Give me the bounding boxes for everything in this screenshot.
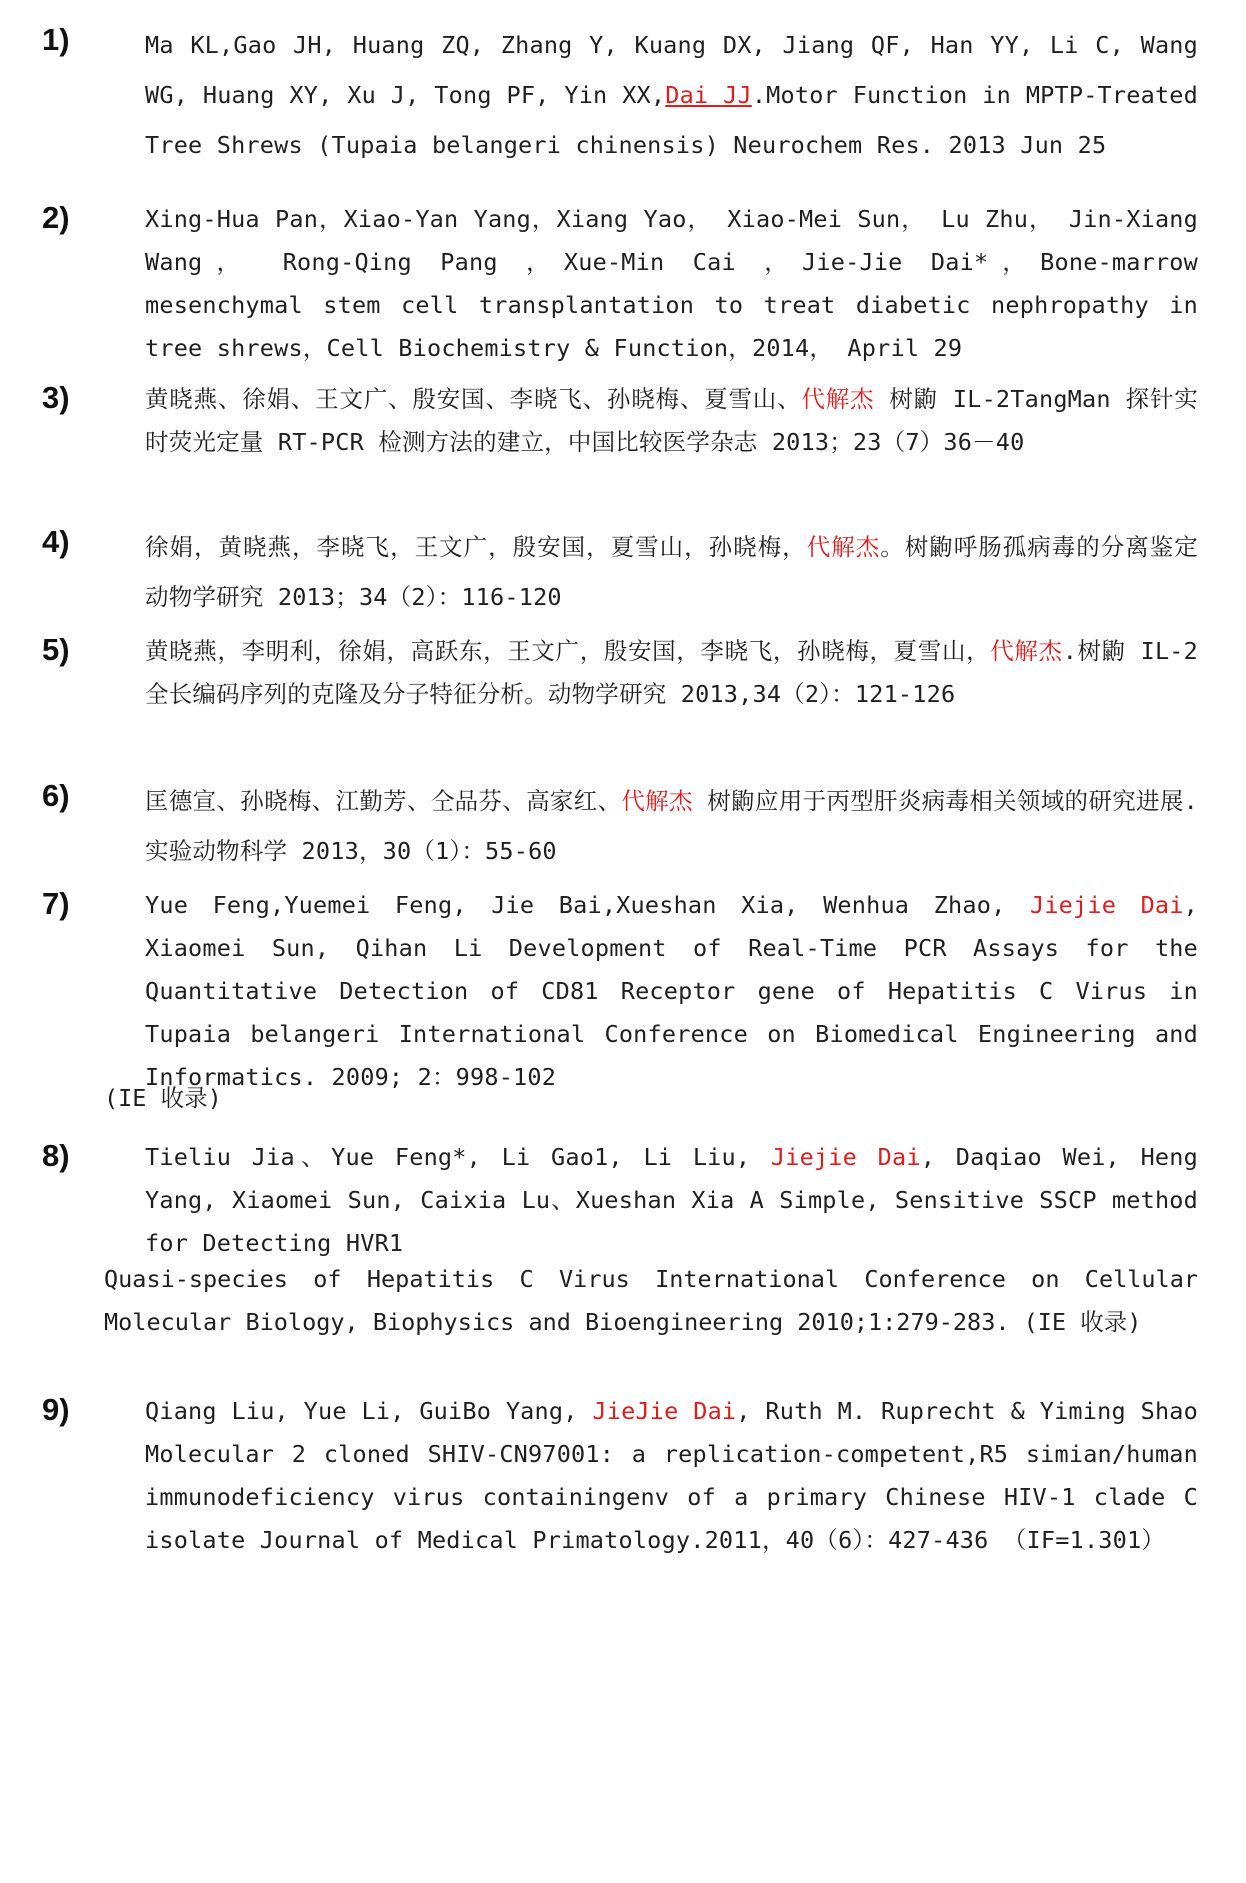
entry-text (145, 1136, 1198, 1265)
entry-authors: Xing-Hua Pan，Xiao-Yan Yang，Xiang Yao， Xiao-Mei Sun， Lu Zhu， Jin-Xiang Wang， Rong-Qing Pang ，Xue-Min Cai ，Jie-Jie Dai*，Bone-marrow mesenchymal stem cell transplantation to treat diabetic nephropathy in tree shrews，Cell Biochemistry & Function，2014， April 29 (145, 205, 1198, 362)
entry-citation: .树鼩 IL-2 全长编码序列的克隆及分子特征分析。动物学研究 2013,34（2）：121-126 (145, 637, 1198, 708)
entry-number: 4) (42, 524, 70, 559)
entry-continuation: Quasi-species of Hepatitis C Virus International Conference on Cellular Molecular Biology, Biophysics and Bioengineering 2010;1:279-283. (IE 收录) (104, 1265, 1198, 1336)
entry-text (145, 198, 1198, 370)
entry-number: 7) (42, 886, 70, 921)
entry-number: 3) (42, 380, 70, 415)
entry-text (145, 1390, 1198, 1562)
entry-authors: Ma KL,Gao JH, Huang ZQ, Zhang Y, Kuang DX, Jiang QF, Han YY, Li C, Wang WG, Huang XY, Xu J, Tong PF, Yin XX, (145, 31, 1198, 109)
highlighted-author: 代解杰 (990, 637, 1063, 665)
entry-citation: , Xiaomei Sun, Qihan Li Development of Real-Time PCR Assays for the Quantitative Detection of CD81 Receptor gene of Hepatitis C Virus in Tupaia belangeri International Conference on Biomedical Engineering and Informatics. 2009; 2：998-102 (145, 891, 1198, 1091)
entry-authors: Qiang Liu, Yue Li, GuiBo Yang, (145, 1397, 578, 1425)
entry-text (145, 20, 1198, 170)
entry-text (145, 884, 1198, 1099)
highlighted-author: Jiejie Dai (750, 1143, 921, 1171)
entry-authors: 黄晓燕，李明利，徐娟，高跃东，王文广，殷安国，李晓飞，孙晓梅，夏雪山， (145, 637, 991, 665)
entry-authors: 黄晓燕、徐娟、王文广、殷安国、李晓飞、孙晓梅、夏雪山、 (145, 385, 802, 413)
highlighted-author: Dai JJ (665, 81, 752, 109)
entry-text (145, 776, 1198, 876)
entry-citation: .Motor Function in MPTP-Treated Tree Shrews (Tupaia belangeri chinensis) Neurochem Res. 2013 Jun 25 (145, 81, 1198, 159)
highlighted-author: 代解杰 (806, 533, 881, 561)
entry-number: 6) (42, 778, 70, 813)
entry-citation: 树鼩 IL-2TangMan 探针实时荧光定量 RT-PCR 检测方法的建立，中国比较医学杂志 2013；23（7）36－40 (145, 385, 1198, 456)
entry-authors: 匡德宣、孙晓梅、江勤芳、仝品芬、高家红、 (145, 787, 622, 815)
entry-number: 9) (42, 1392, 70, 1427)
entry-text (145, 522, 1198, 622)
entry-text (145, 630, 1198, 716)
highlighted-author: 代解杰 (801, 385, 875, 413)
entry-number: 1) (42, 22, 70, 57)
entry-number: 8) (42, 1138, 70, 1173)
entry-text (145, 378, 1198, 464)
entry-authors: Yue Feng,Yuemei Feng, Jie Bai,Xueshan Xia, Wenhua Zhao, (145, 891, 1006, 919)
highlighted-author: 代解杰 (621, 787, 693, 815)
entry-number: 2) (42, 200, 70, 235)
highlighted-author: Jiejie Dai (1005, 891, 1184, 919)
entry-number: 5) (42, 632, 70, 667)
entry-citation: , Daqiao Wei, Heng Yang, Xiaomei Sun, Caixia Lu、Xueshan Xia A Simple, Sensitive SSCP method for Detecting HVR1 (145, 1143, 1198, 1257)
entry-citation: 。树鼩呼肠孤病毒的分离鉴定 动物学研究 2013；34（2）：116-120 (145, 533, 1198, 611)
entry-authors: 徐娟，黄晓燕，李晓飞，王文广，殷安国，夏雪山，孙晓梅， (145, 533, 807, 561)
index-note: (IE 收录) (104, 1084, 222, 1112)
entry-authors: Tieliu Jia、Yue Feng*, Li Gao1, Li Liu, (145, 1143, 751, 1171)
entry-citation: 树鼩应用于丙型肝炎病毒相关领域的研究进展. 实验动物科学 2013，30（1）：55-60 (145, 787, 1198, 865)
highlighted-author: JieJie Dai (577, 1397, 737, 1425)
entry-citation: , Ruth M. Ruprecht & Yiming Shao Molecular 2 cloned SHIV-CN97001: a replication-competent,R5 simian/human immunodeficiency virus containingenv of a primary Chinese HIV-1 clade C isolate Journal of Medical Primatology.2011，40（6）：427-436 （IF=1.301） (145, 1397, 1198, 1554)
